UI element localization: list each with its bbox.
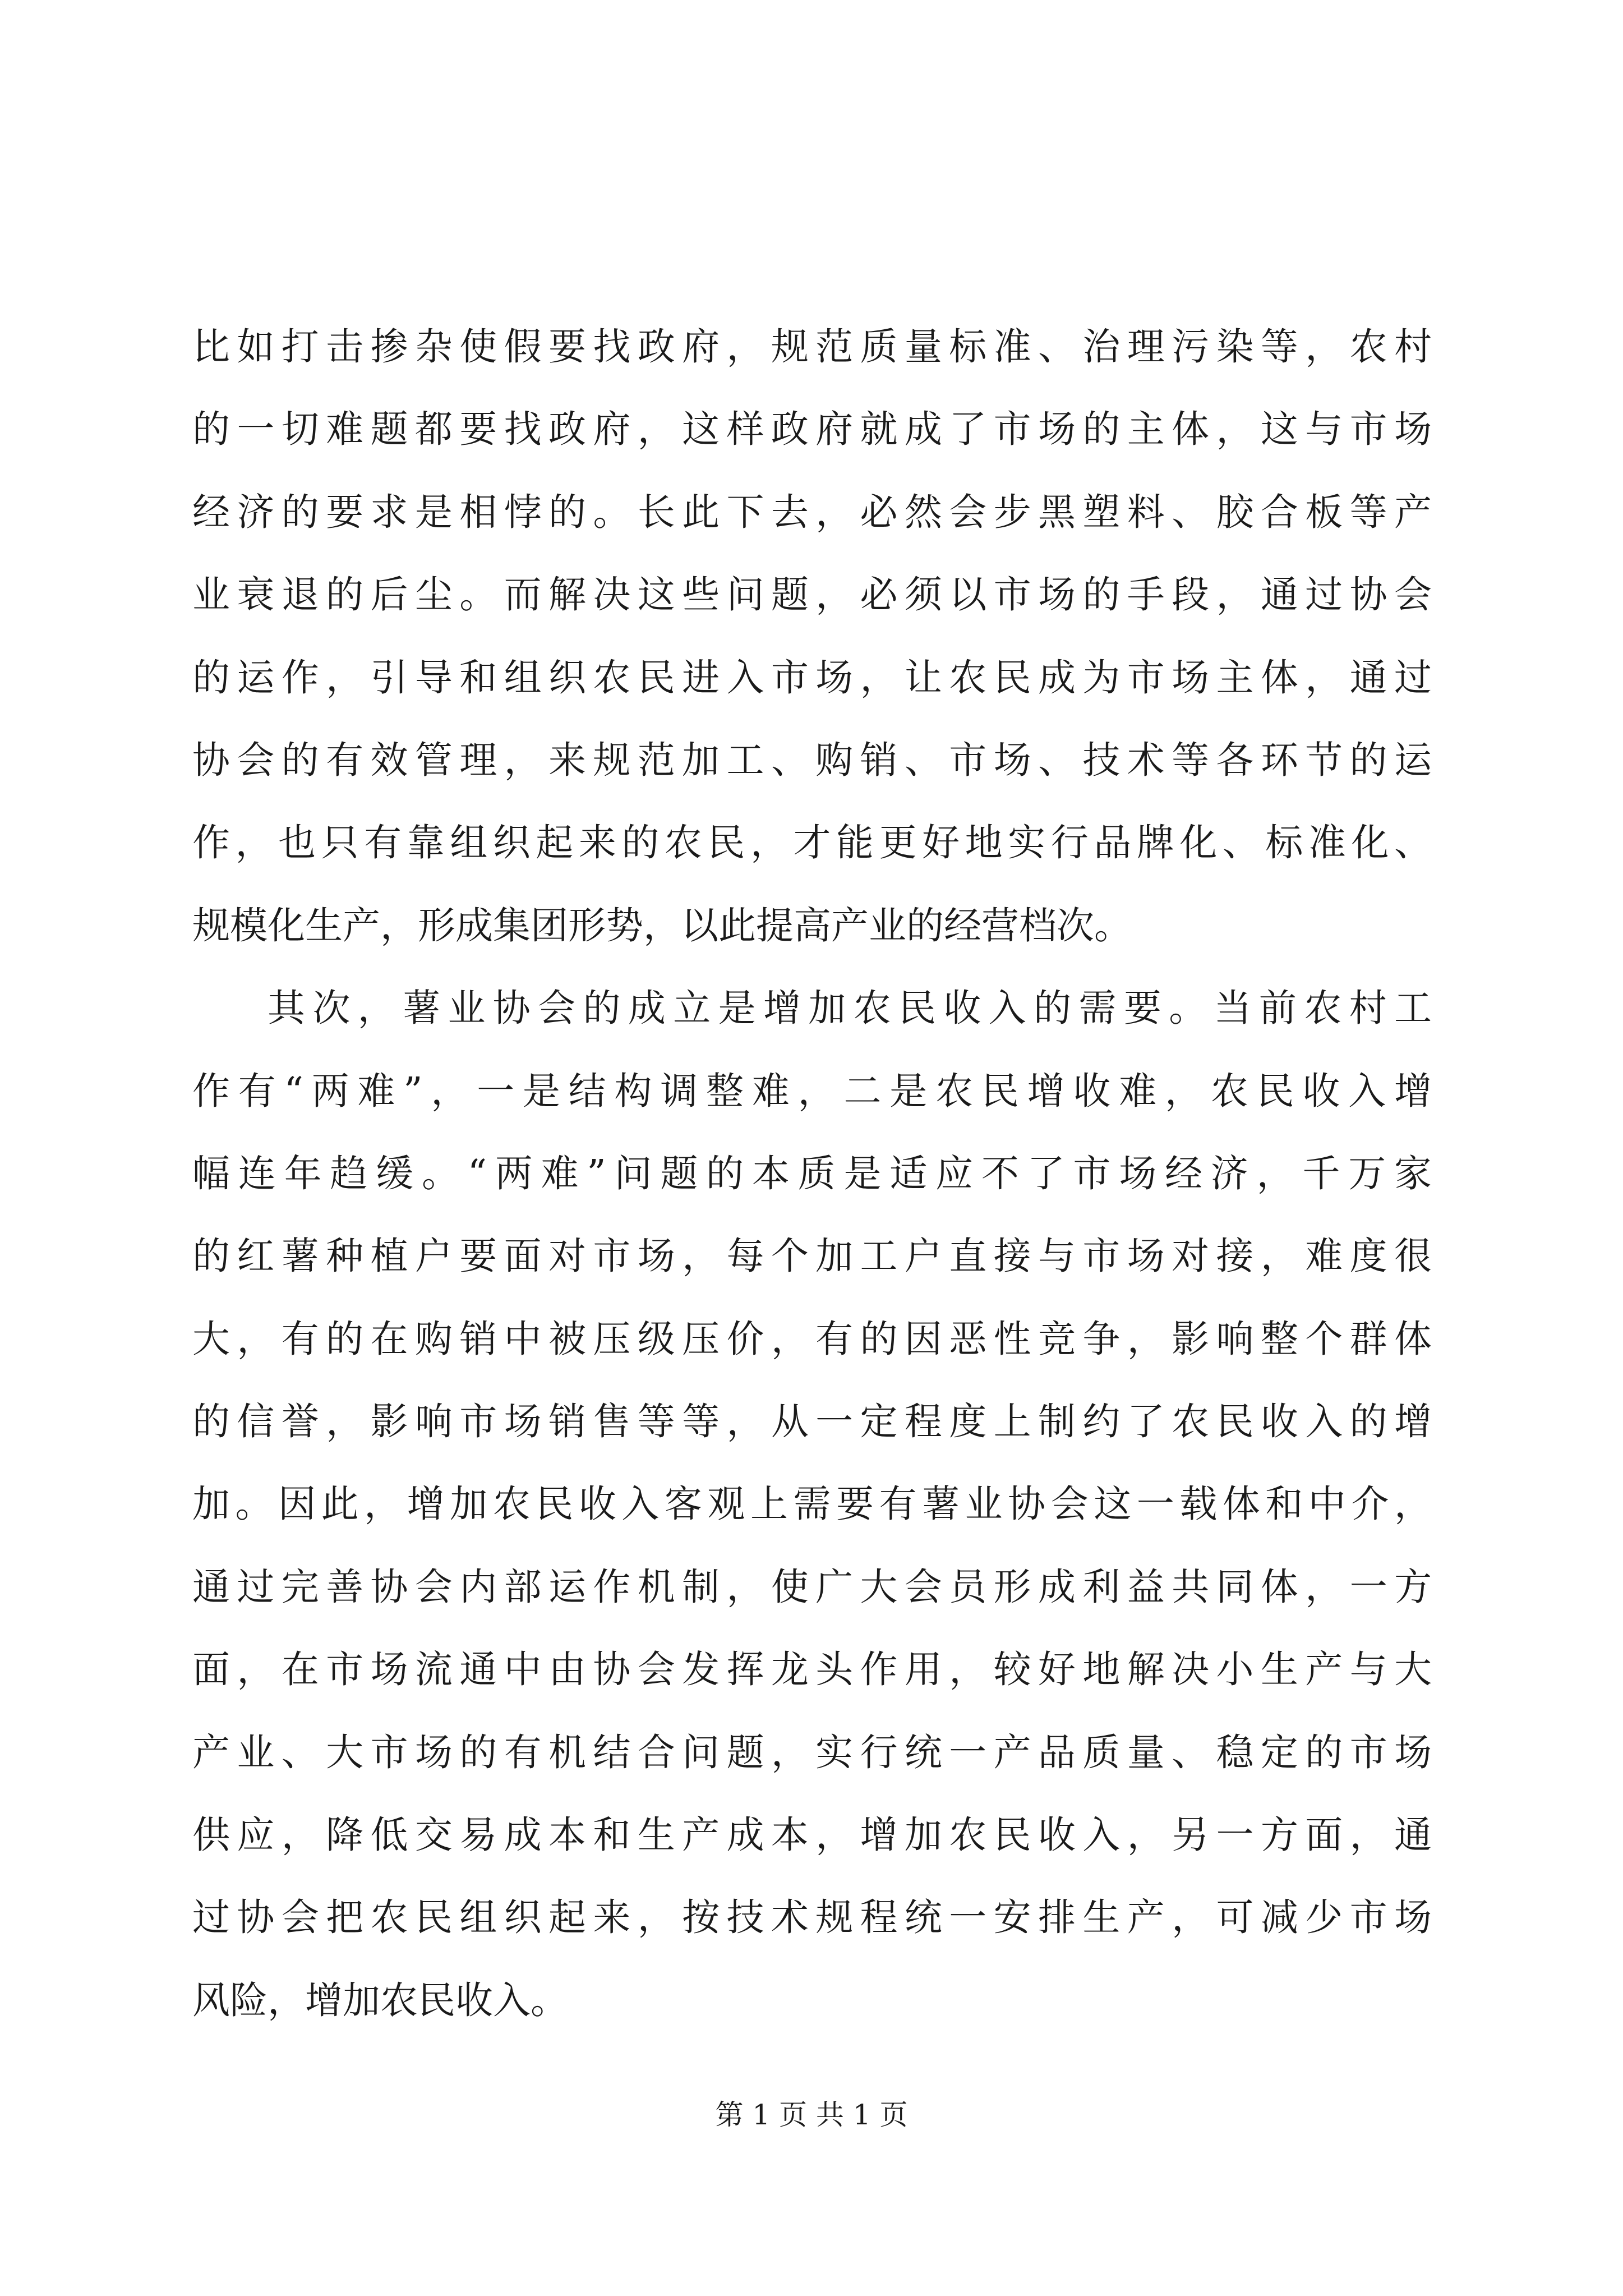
- paragraph: [192, 967, 1432, 2042]
- text-line: 的运作，引导和组织农民进入市场，让农民成为市场主体，通过: [192, 655, 1432, 700]
- text-line: 大，有的在购销中被压级压价，有的因恶性竞争，影响整个群体: [192, 1317, 1432, 1361]
- text-line: 作有“两难”，一是结构调整难，二是农民增收难，农民收入增: [192, 1069, 1432, 1113]
- text-line: 幅连年趋缓。“两难”问题的本质是适应不了市场经济，千万家: [192, 1151, 1432, 1195]
- text-line: 通过完善协会内部运作机制，使广大会员形成利益共同体，一方: [192, 1565, 1432, 1609]
- text-line: 经济的要求是相悖的。长此下去，必然会步黑塑料、胶合板等产: [192, 490, 1432, 534]
- text-line: 的红薯种植户要面对市场，每个加工户直接与市场对接，难度很: [192, 1234, 1432, 1278]
- text-line: 加。因此，增加农民收入客观上需要有薯业协会这一载体和中介，: [192, 1482, 1432, 1526]
- text-line: 比如打击掺杂使假要找政府，规范质量标准、治理污染等，农村: [192, 325, 1432, 369]
- text-line: 业衰退的后尘。而解决这些问题，必须以市场的手段，通过协会: [192, 573, 1432, 617]
- document-body: [192, 306, 1432, 2042]
- text-line: 协会的有效管理，来规范加工、购销、市场、技术等各环节的运: [192, 738, 1432, 782]
- page-footer: 第 1 页 共 1 页: [715, 2099, 908, 2131]
- text-line: 规模化生产，形成集团形势，以此提高产业的经营档次。: [192, 903, 1132, 947]
- text-line: 作，也只有靠组织起来的农民，才能更好地实行品牌化、标准化、: [192, 821, 1432, 865]
- text-line: 的信誉，影响市场销售等等，从一定程度上制约了农民收入的增: [192, 1400, 1432, 1444]
- text-line: 产业、大市场的有机结合问题，实行统一产品质量、稳定的市场: [192, 1730, 1432, 1774]
- text-line: 面，在市场流通中由协会发挥龙头作用，较好地解决小生产与大: [192, 1648, 1432, 1692]
- text-line: 过协会把农民组织起来，按技术规程统一安排生产，可减少市场: [192, 1895, 1432, 1940]
- text-line: 的一切难题都要找政府，这样政府就成了市场的主体，这与市场: [192, 407, 1432, 452]
- text-line: 其次，薯业协会的成立是增加农民收入的需要。当前农村工: [268, 986, 1432, 1030]
- text-line: 供应，降低交易成本和生产成本，增加农民收入，另一方面，通: [192, 1813, 1432, 1857]
- text-line: 风险，增加农民收入。: [192, 1978, 568, 2022]
- paragraph: [192, 306, 1432, 967]
